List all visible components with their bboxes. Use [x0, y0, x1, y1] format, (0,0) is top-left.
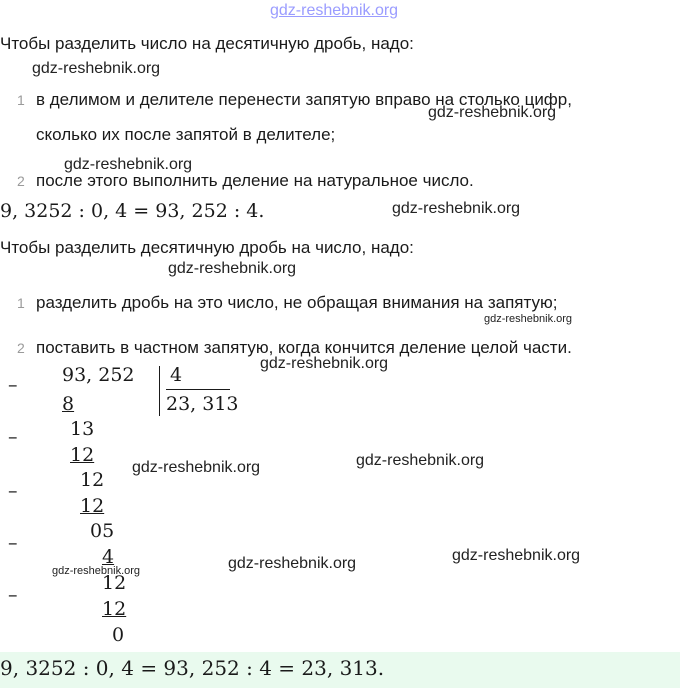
watermark: gdz-reshebnik.org	[356, 452, 485, 469]
watermark: gdz-reshebnik.org	[228, 555, 357, 572]
rule2-step2-number: 2	[17, 340, 25, 356]
watermark: gdz-reshebnik.org	[132, 459, 261, 476]
watermark: gdz-reshebnik.org	[32, 60, 161, 77]
watermark-top[interactable]: gdz-reshebnik.org	[270, 2, 399, 19]
rule2-intro: Чтобы разделить десятичную дробь на число, надо:	[0, 238, 414, 257]
minus-sign: –	[8, 584, 18, 606]
final-remainder: 0	[112, 624, 125, 646]
rule1-step2-number: 2	[17, 173, 25, 189]
subtrahend: 8	[62, 393, 75, 415]
watermark: gdz-reshebnik.org	[392, 200, 521, 217]
watermark: gdz-reshebnik.org	[52, 565, 141, 577]
subtrahend: 4	[102, 546, 115, 568]
watermark: gdz-reshebnik.org	[260, 355, 389, 372]
rule1-step1-line2: сколько их после запятой в делителе;	[36, 125, 336, 144]
equation-conversion: 9, 3252 : 0, 4 = 93, 252 : 4.	[0, 200, 265, 222]
rule2-step1: разделить дробь на это число, не обращая внимания на запятую;	[36, 293, 558, 312]
watermark: gdz-reshebnik.org	[428, 104, 557, 121]
division-bracket-horizontal	[166, 389, 230, 390]
rule1-intro: Чтобы разделить число на десятичную дробь, надо:	[0, 34, 414, 53]
remainder: 13	[70, 418, 95, 440]
remainder: 12	[102, 572, 127, 594]
watermark: gdz-reshebnik.org	[452, 547, 581, 564]
watermark: gdz-reshebnik.org	[64, 156, 193, 173]
rule1-step2: после этого выполнить деление на натуральное число.	[36, 171, 474, 190]
minus-sign: –	[8, 426, 18, 448]
subtrahend: 12	[70, 444, 95, 466]
divisor: 4	[170, 364, 183, 386]
minus-sign: –	[8, 480, 18, 502]
minus-sign: –	[8, 532, 18, 554]
division-bracket-vertical	[159, 366, 160, 416]
rule1-step1-number: 1	[17, 92, 25, 108]
minus-sign: –	[8, 374, 18, 396]
quotient: 23, 313	[166, 393, 239, 415]
subtrahend: 12	[80, 495, 105, 517]
dividend: 93, 252	[62, 364, 135, 386]
remainder: 12	[80, 469, 105, 491]
answer: 9, 3252 : 0, 4 = 93, 252 : 4 = 23, 313.	[0, 656, 385, 680]
rule2-step2: поставить в частном запятую, когда кончится деление целой части.	[36, 338, 572, 357]
remainder: 05	[90, 520, 115, 542]
watermark: gdz-reshebnik.org	[168, 260, 297, 277]
subtrahend: 12	[102, 598, 127, 620]
rule1-step1-line1: в делимом и делителе перенести запятую вправо на столько цифр,	[36, 90, 572, 109]
watermark: gdz-reshebnik.org	[484, 313, 573, 325]
rule2-step1-number: 1	[17, 295, 25, 311]
